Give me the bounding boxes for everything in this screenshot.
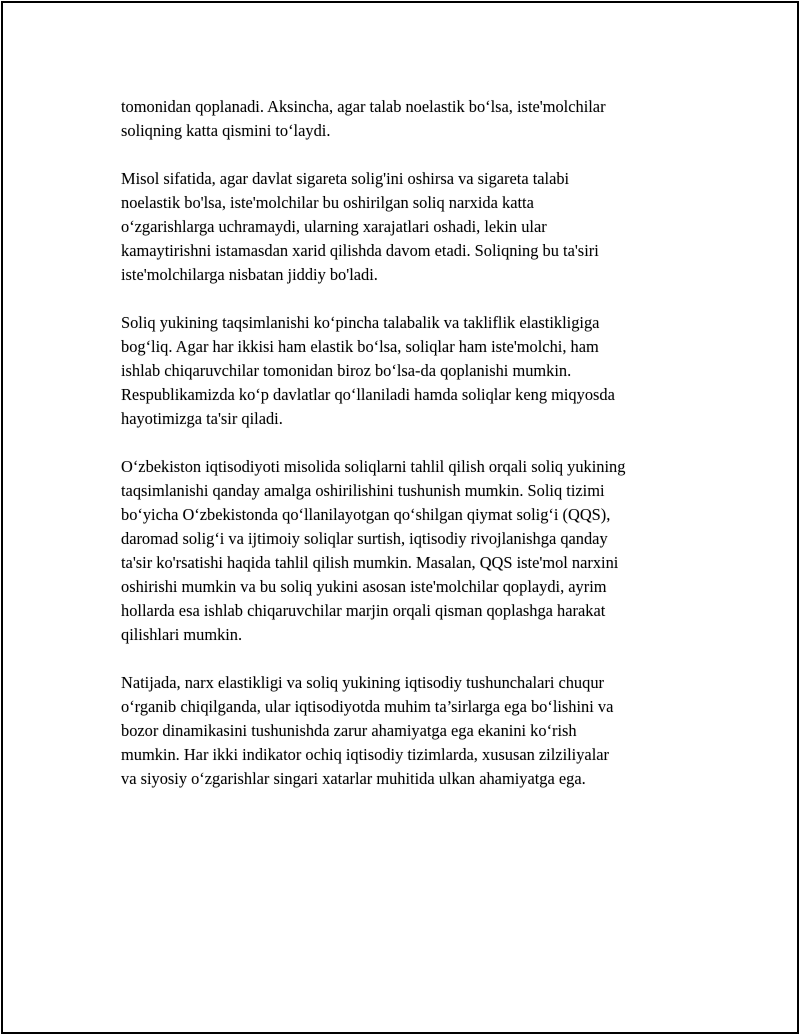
paragraph-2: Misol sifatida, agar davlat sigareta solig'ini oshirsa va sigareta talabi noelastik bo'lsa, iste'molchilar bu oshirilgan soliq narxida katta o‘zgarishlarga uchramaydi, ularning xarajatlari oshadi, lekin ular kamaytirishni istamasdan xarid qilishda davom etadi. Soliqning bu ta'siri iste'molchilarga nisbatan jiddiy bo'ladi. bbox=[121, 169, 599, 284]
paragraph-5: Natijada, narx elastikligi va soliq yukining iqtisodiy tushunchalari chuqur o‘rganib chiqilganda, ular iqtisodiyotda muhim ta’sirlarga ega bo‘lishini va bozor dinamikasini tushunishda zarur ahamiyatga ega ekanini ko‘rish mumkin. Har ikki indikator ochiq iqtisodiy tizimlarda, xususan zilziliyalar va siyosiy o‘zgarishlar singari xatarlar muhitida ulkan ahamiyatga ega. bbox=[121, 673, 614, 788]
paragraph-4: O‘zbekiston iqtisodiyoti misolida soliqlarni tahlil qilish orqali soliq yukining taqsimlanishi qanday amalga oshirilishini tushunish mumkin. Soliq tizimi bo‘yicha O‘zbekistonda qo‘llanilayotgan qo‘shilgan qiymat solig‘i (QQS), daromad solig‘i va ijtimoiy soliqlar surtish, iqtisodiy rivojlanishga qanday ta'sir ko'rsatishi haqida tahlil qilish mumkin. Masalan, QQS iste'mol narxini oshirishi mumkin va bu soliq yukini asosan iste'molchilar qoplaydi, ayrim hollarda esa ishlab chiqaruvchilar marjin orqali qisman qoplashga harakat qilishlari mumkin. bbox=[121, 457, 626, 644]
paragraph-1: tomonidan qoplanadi. Aksincha, agar talab noelastik bo‘lsa, iste'molchilar soliqning katta qismini to‘laydi. bbox=[121, 97, 606, 140]
paragraph-3: Soliq yukining taqsimlanishi ko‘pincha talabalik va takliflik elastikligiga bog‘liq. Agar har ikkisi ham elastik bo‘lsa, soliqlar ham iste'molchi, ham ishlab chiqaruvchilar tomonidan biroz bo‘lsa-da qoplanishi mumkin. Respublikamizda ko‘p davlatlar qo‘llaniladi hamda soliqlar keng miqyosda hayotimizga ta'sir qiladi. bbox=[121, 313, 615, 428]
page-frame bbox=[1, 1, 799, 1034]
document-body bbox=[121, 95, 696, 815]
